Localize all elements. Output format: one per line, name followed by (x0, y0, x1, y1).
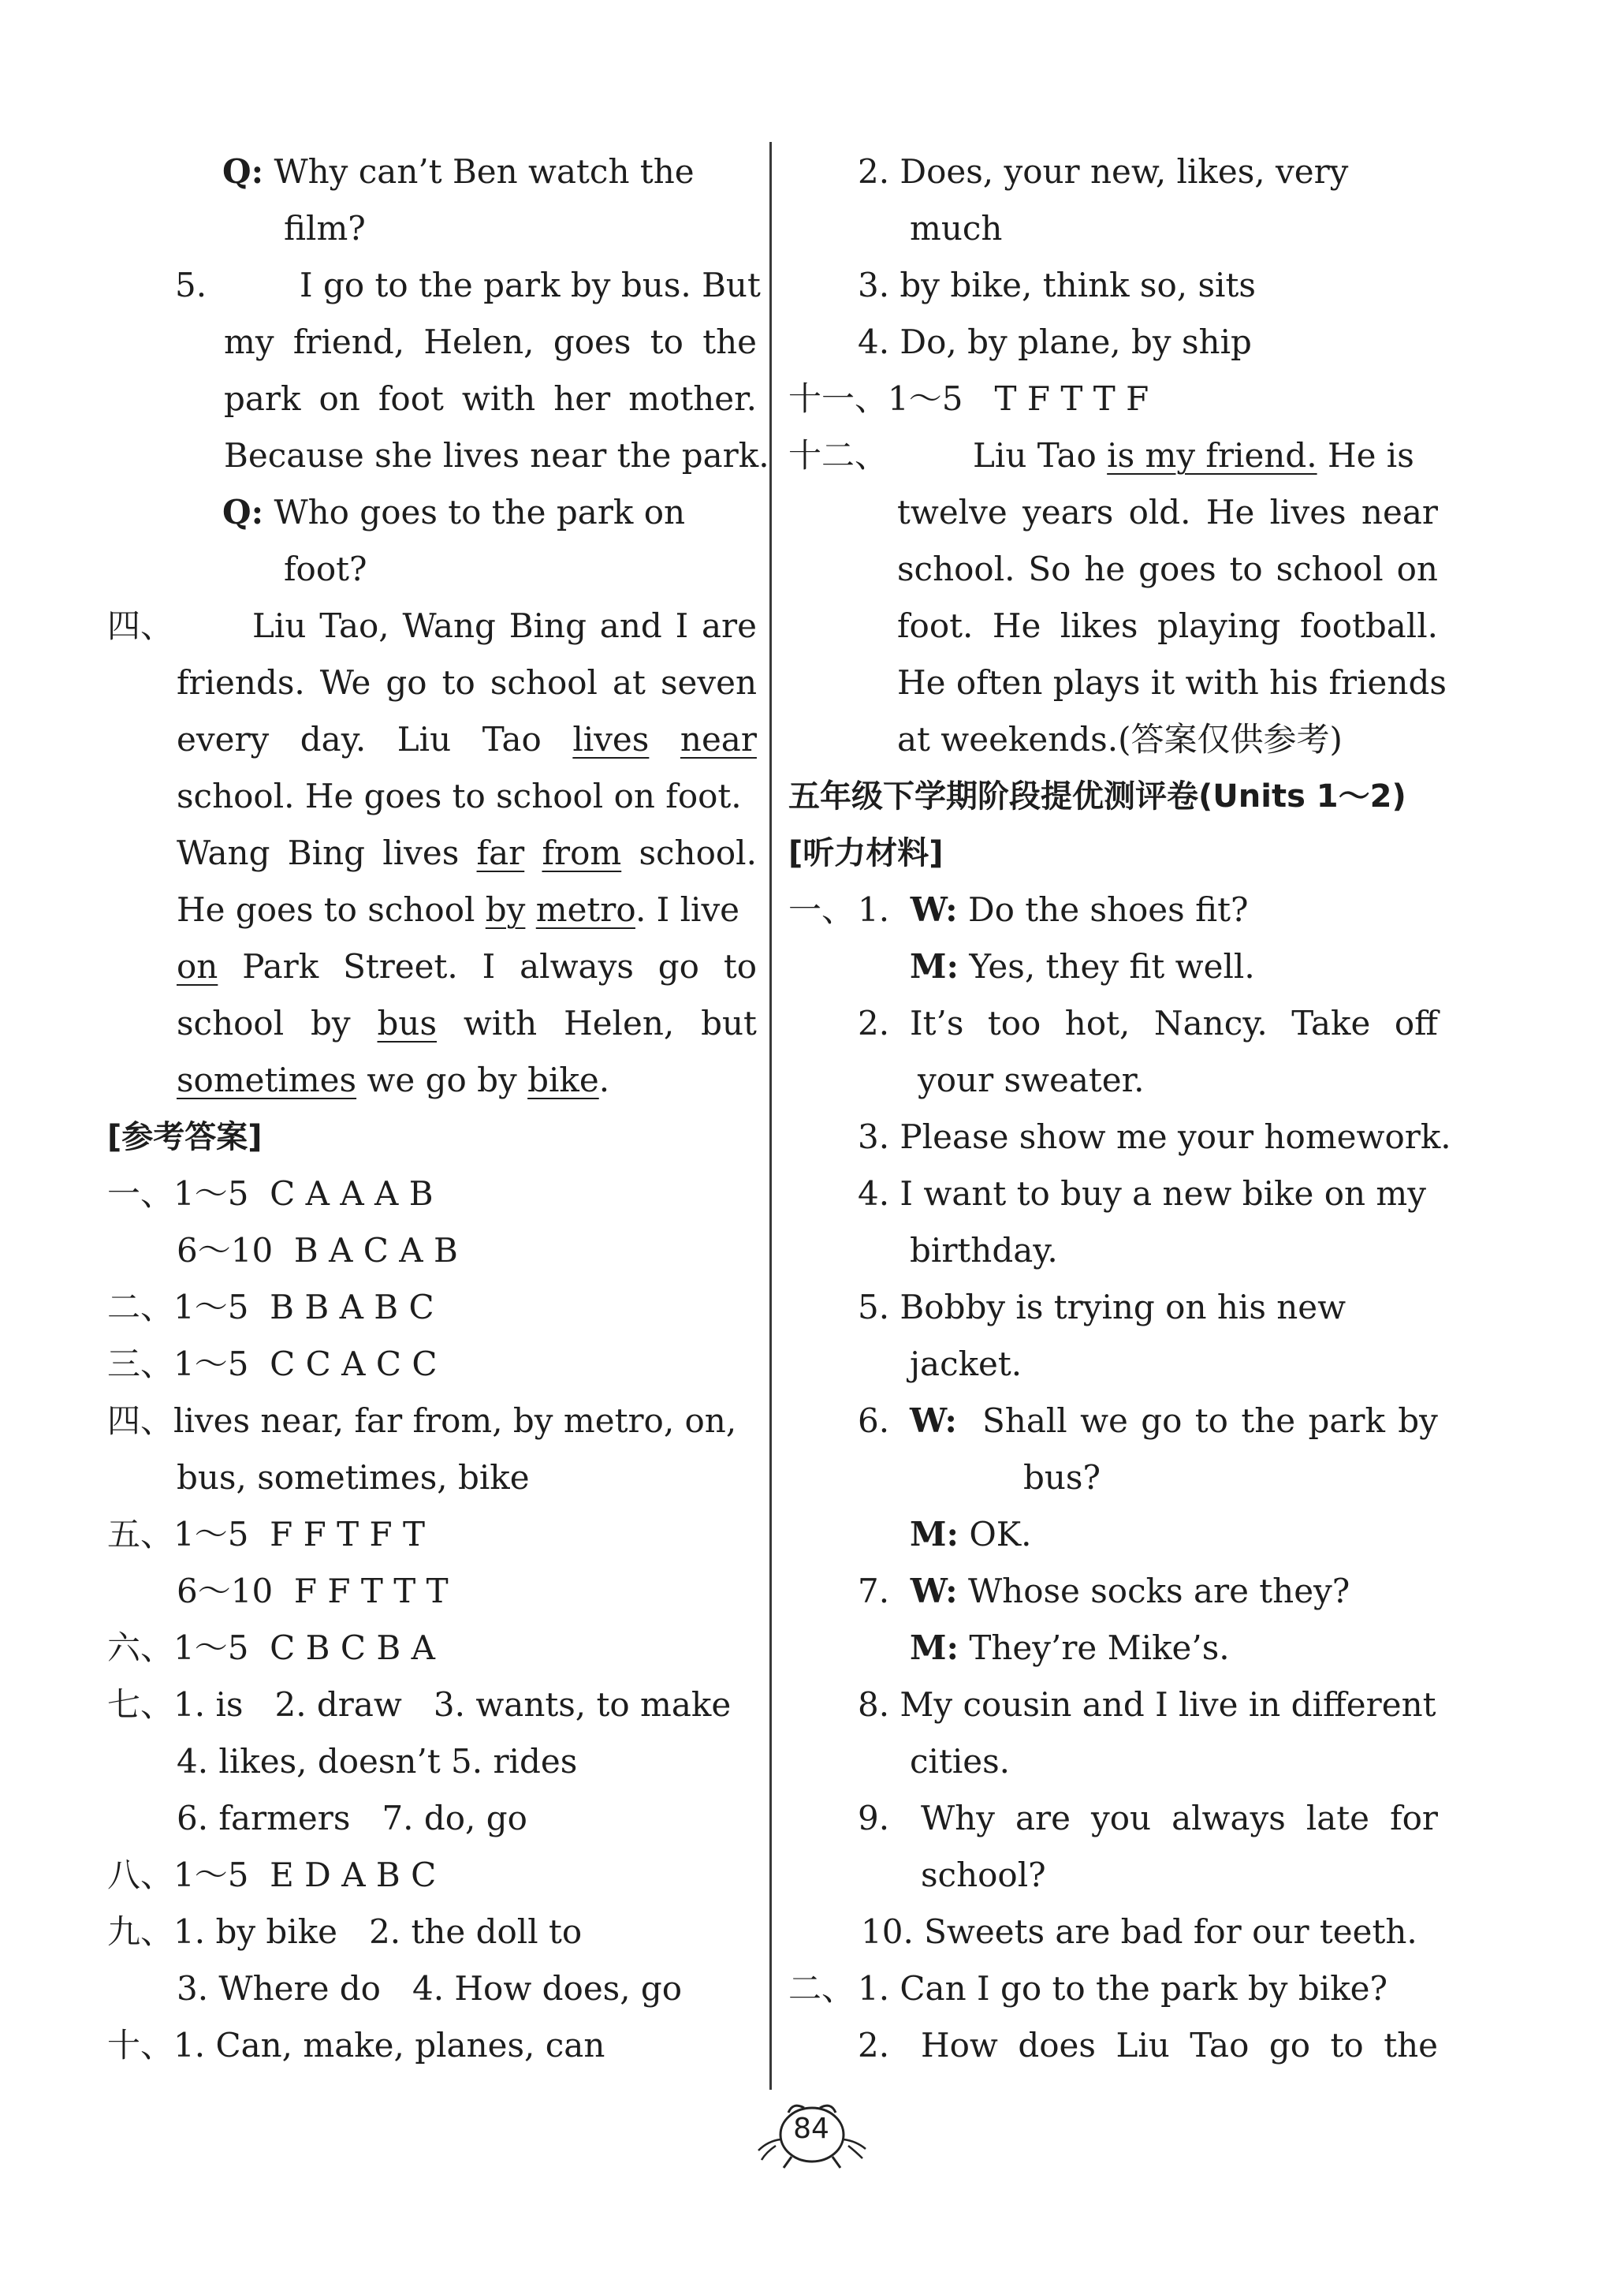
passage-line2: friends. We go to school at seven (177, 663, 757, 702)
item-5-line1: I go to the park by bus. But (300, 266, 761, 304)
filled-blank: on (177, 947, 218, 986)
passage-line5: Wang Bing lives far from school. (177, 828, 757, 878)
question-2-1: 1. Can I go to the park by bike? (858, 1969, 1388, 2008)
passage-line6: He goes to school by metro. I live (177, 890, 740, 929)
dialogue-1-w: 1. W: Do the shoes fit? (858, 890, 1249, 929)
answer-10-item2: 2. Does, your new, likes, very (858, 152, 1349, 191)
answer-10-item4: 4. Do, by plane, by ship (858, 323, 1252, 361)
dialogue-1-m: M: Yes, they fit well. (910, 947, 1255, 986)
listening-material-heading: [听力材料] (788, 835, 944, 871)
listening-section-2-marker: 二、 (788, 1969, 855, 2008)
filled-blank: sometimes (177, 1061, 357, 1099)
answer-1b: 6～10 B A C A B (177, 1231, 458, 1270)
section-4-marker: 四、 (107, 606, 174, 645)
column-divider (769, 142, 772, 2090)
question-ben-cont: film? (284, 209, 366, 248)
passage-line4: school. He goes to school on foot. (177, 777, 742, 815)
answer-4b: bus, sometimes, bike (177, 1458, 530, 1497)
dialogue-3: 3. Please show me your homework. (858, 1117, 1451, 1156)
answer-8: 八、1～5 E D A B C (107, 1856, 437, 1894)
answer-7c: 6. farmers 7. do, go (177, 1799, 527, 1837)
answer-10: 十、1. Can, make, planes, can (107, 2026, 605, 2065)
page-number: 84 (793, 2113, 829, 2145)
answer-5b: 6～10 F F T T T (177, 1572, 449, 1610)
dialogue-6-m: M: OK. (910, 1515, 1032, 1554)
answer-10-item2b: much (910, 209, 1003, 248)
dialogue-9-line1: Why are you always late for (921, 1799, 1438, 1837)
dialogue-10: 10. Sweets are bad for our teeth. (861, 1912, 1417, 1951)
answer-9b: 3. Where do 4. How does, go (177, 1969, 683, 2008)
dialogue-2-number: 2. (858, 1004, 890, 1043)
dialogue-5-line2: jacket. (910, 1345, 1022, 1383)
question-ben-label: Q: Why can’t Ben watch the (222, 152, 695, 191)
answer-3: 三、1～5 C C A C C (107, 1345, 438, 1383)
filled-blank: near (680, 720, 757, 759)
dialogue-6-line1: Shall we go to the park by (982, 1401, 1438, 1440)
answer-7: 七、1. is 2. draw 3. wants, to make (107, 1685, 732, 1724)
page-number-badge (744, 2094, 880, 2173)
filled-blank: metro (535, 890, 635, 929)
item-5-line3: park on foot with her mother. (224, 379, 757, 418)
item-5-line4: Because she lives near the park. (224, 436, 769, 475)
answer-2: 二、1～5 B B A B C (107, 1288, 434, 1326)
question-2-2-line1: How does Liu Tao go to the (921, 2026, 1438, 2065)
answer-12-line2: twelve years old. He lives near (897, 493, 1438, 532)
filled-blank: is my friend. (1107, 436, 1317, 475)
item-5-number: 5. (175, 266, 207, 304)
dialogue-8-line1: 8. My cousin and I live in different (858, 1685, 1436, 1724)
passage-line1: Liu Tao, Wang Bing and I are (252, 606, 757, 645)
reference-answers-heading: [参考答案] (107, 1119, 263, 1155)
answer-12-line1: Liu Tao is my friend. He is (973, 436, 1414, 475)
passage-line7: on Park Street. I always go to (177, 942, 757, 992)
answer-12-line6: at weekends.(答案仅供参考) (897, 720, 1343, 759)
question-foot-label: Q: Who goes to the park on (222, 493, 686, 532)
dialogue-9-line2: school? (921, 1856, 1046, 1894)
filled-blank: from (542, 834, 622, 872)
answer-12-line5: He often plays it with his friends (897, 663, 1447, 702)
answer-6: 六、1～5 C B C B A (107, 1628, 435, 1667)
question-2-2-number: 2. (858, 2026, 890, 2065)
dialogue-2-line2: your sweater. (918, 1061, 1145, 1099)
dialogue-7-w: 7. W: Whose socks are they? (858, 1572, 1350, 1610)
dialogue-4-line1: 4. I want to buy a new bike on my (858, 1174, 1426, 1213)
passage-line9: sometimes we go by bike. (177, 1061, 610, 1099)
dialogue-2-line1: It’s too hot, Nancy. Take off (910, 1004, 1438, 1043)
dialogue-5-line1: 5. Bobby is trying on his new (858, 1288, 1347, 1326)
answer-12-line3: school. So he goes to school on (897, 550, 1438, 588)
filled-blank: bus (377, 1004, 438, 1043)
dialogue-6-line2: bus? (1023, 1458, 1101, 1497)
dialogue-6-w: W: (910, 1401, 957, 1440)
passage-line3: every day. Liu Tao lives near (177, 714, 757, 765)
question-foot-cont: foot? (284, 550, 367, 588)
filled-blank: far (476, 834, 525, 872)
answer-5: 五、1～5 F F T F T (107, 1515, 426, 1554)
filled-blank: by (485, 890, 526, 929)
answer-12-line4: foot. He likes playing football. (897, 606, 1438, 645)
listening-section-1-marker: 一、 (788, 890, 855, 929)
answer-9: 九、1. by bike 2. the doll to (107, 1912, 583, 1951)
filled-blank: lives (572, 720, 650, 759)
answer-4: 四、lives near, far from, by metro, on, (107, 1401, 737, 1440)
dialogue-9-number: 9. (858, 1799, 890, 1837)
dialogue-8-line2: cities. (910, 1742, 1011, 1781)
passage-line8: school by bus with Helen, but (177, 998, 757, 1049)
dialogue-6-number: 6. (858, 1401, 890, 1440)
dialogue-7-m: M: They’re Mike’s. (910, 1628, 1230, 1667)
item-5-line2: my friend, Helen, goes to the (224, 323, 757, 361)
answer-10-item3: 3. by bike, think so, sits (858, 266, 1256, 304)
answer-11: 十一、1～5 T F T T F (788, 379, 1149, 418)
answer-7b: 4. likes, doesn’t 5. rides (177, 1742, 578, 1781)
dialogue-4-line2: birthday. (910, 1231, 1058, 1270)
filled-blank: bike (527, 1061, 599, 1099)
answer-1: 一、1～5 C A A A B (107, 1174, 434, 1213)
test-title: 五年级下学期阶段提优测评卷(Units 1～2) (788, 778, 1406, 815)
answer-12-marker: 十二、 (788, 436, 888, 475)
